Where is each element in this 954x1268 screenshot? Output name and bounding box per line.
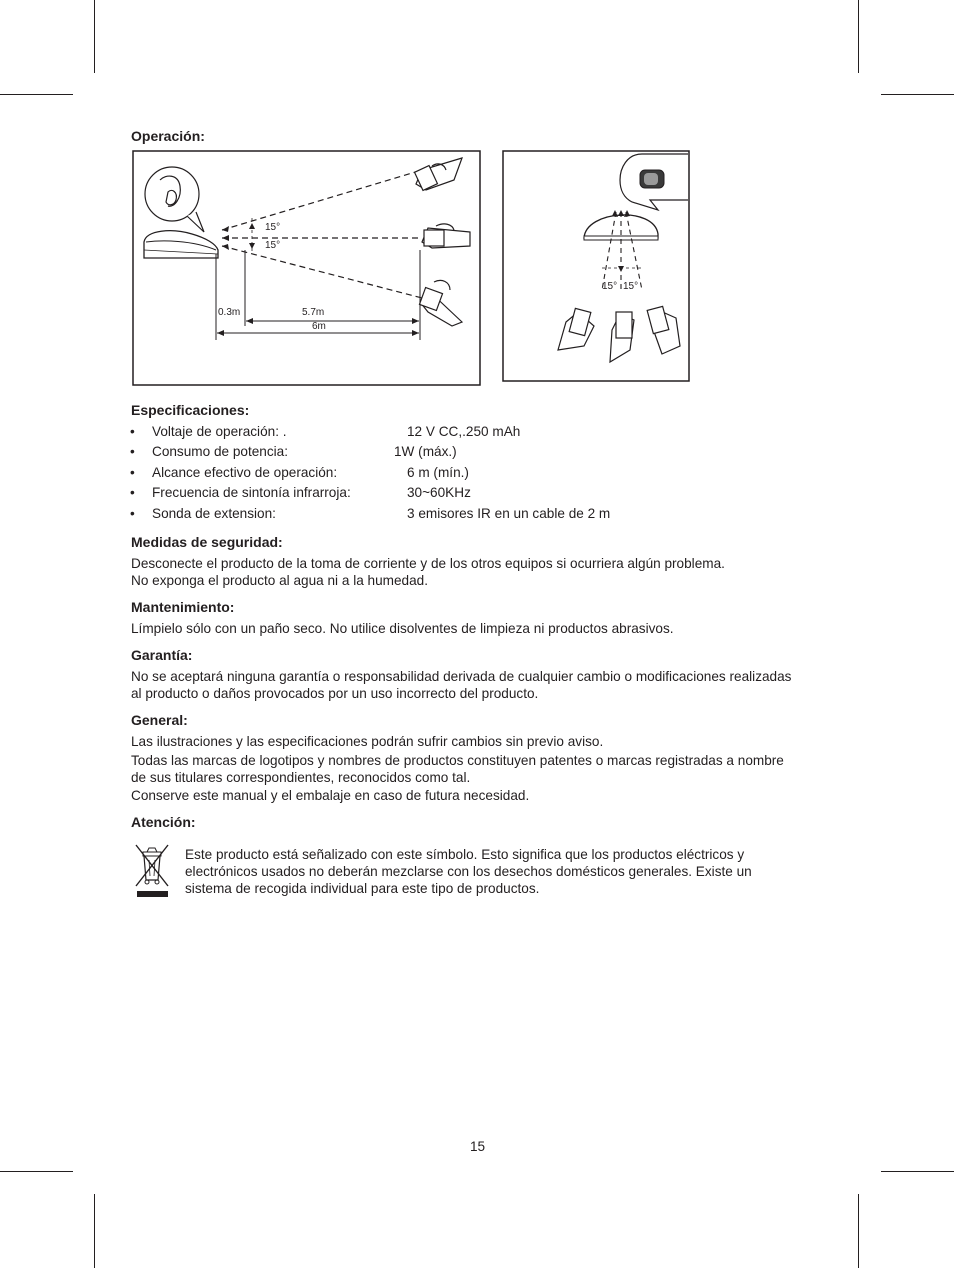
crop-mark [94,1194,95,1268]
general-line: Las ilustraciones y las especificaciones podrán sufrir cambios sin previo aviso. [131,734,604,749]
angle-bottom-label: 15° [265,240,281,251]
weee-crossed-bin-icon [133,842,171,900]
crop-mark [94,0,95,73]
crop-mark [881,1171,954,1172]
warranty-heading: Garantía: [131,647,193,663]
operation-heading: Operación: [131,128,205,144]
spec-value: 12 V CC,.250 mAh [407,424,521,439]
spec-label: Frecuencia de sintonía infrarroja: [152,485,351,500]
safety-heading: Medidas de seguridad: [131,534,283,550]
angle-top-label: 15° [265,222,281,233]
crop-mark [0,94,73,95]
spec-value: 6 m (mín.) [407,465,469,480]
attention-line: electrónicos usados no deberán mezclarse con los desechos domésticos generales. Existe un [185,864,752,879]
spec-value: 1W (máx.) [394,444,457,459]
crop-mark [858,1194,859,1268]
attention-heading: Atención: [131,814,196,830]
crop-mark [858,0,859,73]
general-heading: General: [131,712,188,728]
spec-label: Voltaje de operación: . [152,424,287,439]
angle-left-label: 15° [602,281,618,292]
spec-value: 30~60KHz [407,485,471,500]
spec-label: Sonda de extension: [152,506,276,521]
page-number: 15 [470,1139,486,1154]
maintenance-heading: Mantenimiento: [131,599,235,615]
crop-mark [0,1171,73,1172]
warranty-line: al producto o daños provocados por un uso incorrecto del producto. [131,686,539,701]
maintenance-line: Límpielo sólo con un paño seco. No utilice disolventes de limpieza ni productos abrasivos. [131,621,674,636]
attention-line: Este producto está señalizado con este símbolo. Esto significa que los productos eléctricos y [185,847,745,862]
sensor-angle-diagram [502,150,691,383]
range-diagram [132,150,482,387]
safety-line: Desconecte el producto de la toma de corriente y de los otros equipos si ocurriera algún problema. [131,556,725,571]
general-line: de sus titulares correspondientes, reconocidos como tal. [131,770,471,785]
attention-line: sistema de recogida individual para este tipo de productos. [185,881,540,896]
warranty-line: No se aceptará ninguna garantía o responsabilidad derivada de cualquier cambio o modificaciones realizadas [131,669,792,684]
spec-label: Consumo de potencia: [152,444,289,459]
safety-line: No exponga el producto al agua ni a la humedad. [131,573,429,588]
spec-value: 3 emisores IR en un cable de 2 m [407,506,611,521]
general-line: Conserve este manual y el embalaje en caso de futura necesidad. [131,788,530,803]
angle-right-label: 15° [623,281,639,292]
spec-label: Alcance efectivo de operación: [152,465,338,480]
crop-mark [881,94,954,95]
distance-mid-label: 5.7m [302,307,325,318]
general-line: Todas las marcas de logotipos y nombres de productos constituyen patentes o marcas registradas a nombre [131,753,784,768]
distance-short-label: 0.3m [218,307,241,318]
specs-heading: Especificaciones: [131,402,250,418]
distance-total-label: 6m [312,321,326,332]
